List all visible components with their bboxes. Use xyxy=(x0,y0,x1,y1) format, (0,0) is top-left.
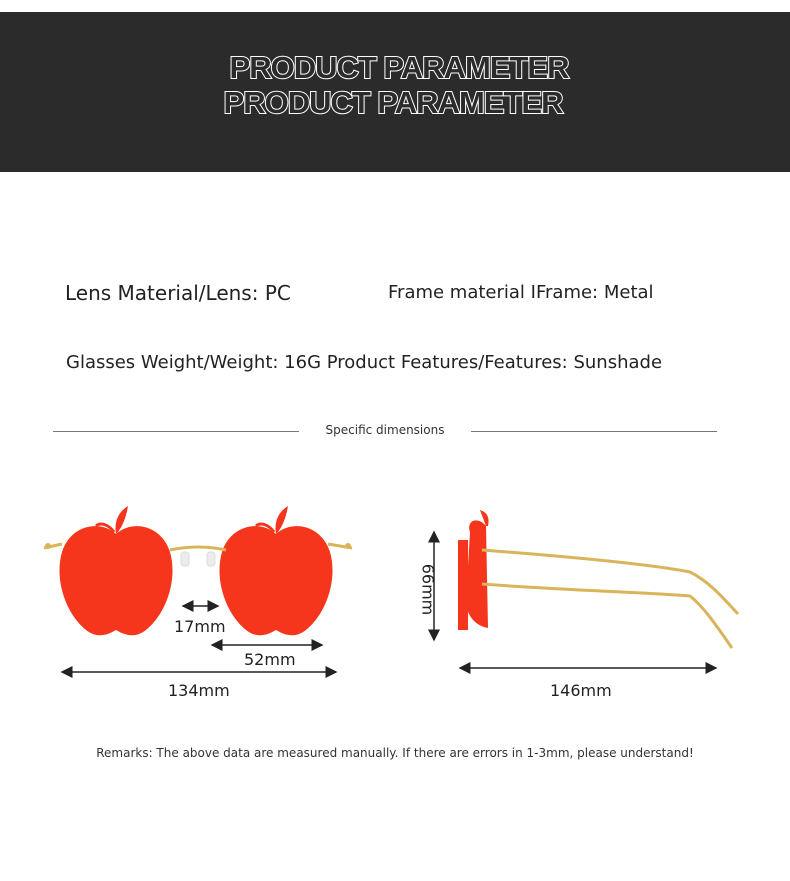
side-view-glasses xyxy=(458,510,738,648)
weight-features-spec: Glasses Weight/Weight: 16G Product Features/Features: Sunshade xyxy=(66,352,663,373)
front-view-glasses xyxy=(44,506,352,635)
page-title: PRODUCT PARAMETER xyxy=(229,50,569,85)
lens-width-measure: 52mm xyxy=(244,650,296,669)
dimensions-section-label: Specific dimensions xyxy=(325,423,445,437)
page-title-echo: PRODUCT PARAMETER xyxy=(223,85,563,120)
remarks-note: Remarks: The above data are measured manually. If there are errors in 1-3mm, please understand! xyxy=(96,746,694,760)
total-width-measure: 134mm xyxy=(168,681,230,700)
divider-left xyxy=(53,431,299,432)
frame-material-spec: Frame material IFrame: Metal xyxy=(388,282,654,303)
temple-length-measure: 146mm xyxy=(550,681,612,700)
lens-height-measure: 66mm xyxy=(418,563,438,616)
lens-material-spec: Lens Material/Lens: PC xyxy=(65,281,291,305)
divider-right xyxy=(471,431,717,432)
glasses-illustration xyxy=(0,480,790,700)
bridge-measure: 17mm xyxy=(174,617,226,636)
